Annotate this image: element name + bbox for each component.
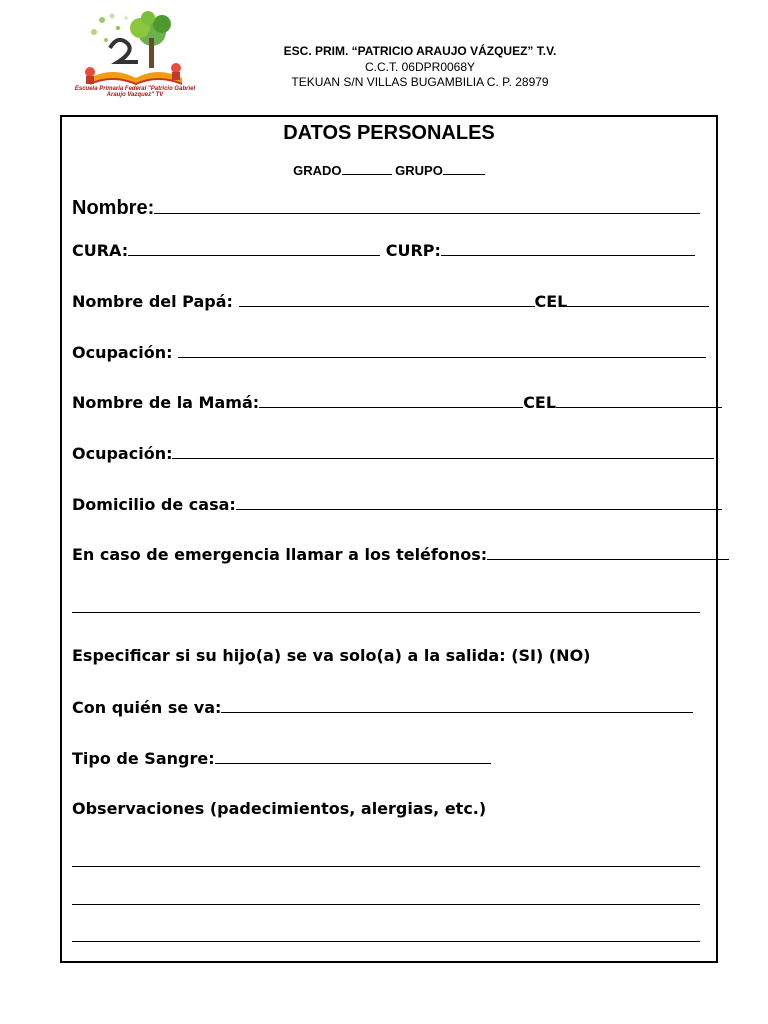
- ocupacion1-label: Ocupación:: [72, 343, 173, 362]
- school-name: ESC. PRIM. “PATRICIO ARAUJO VÁZQUEZ” T.V.: [283, 44, 557, 58]
- mama-field[interactable]: [259, 392, 523, 408]
- mama-cel-label: CEL: [523, 393, 557, 412]
- emergencia-field-2[interactable]: [72, 612, 700, 613]
- domicilio-field[interactable]: [236, 494, 722, 510]
- grupo-field[interactable]: [443, 162, 485, 175]
- papa-cel-label: CEL: [534, 292, 568, 311]
- nombre-label: Nombre:: [72, 197, 155, 219]
- mama-row: [72, 392, 722, 414]
- form-title: DATOS PERSONALES: [283, 122, 495, 144]
- school-address: TEKUAN S/N VILLAS BUGAMBILIA C. P. 28979: [291, 75, 549, 89]
- papa-label: Nombre del Papá:: [72, 292, 233, 311]
- salida-label: Especificar si su hijo(a) se va solo(a) a la salida: (SI) (NO): [72, 646, 591, 665]
- domicilio-label: Domicilio de casa:: [72, 495, 236, 514]
- observaciones-label: Observaciones (padecimientos, alergias, etc.): [72, 799, 487, 818]
- domicilio-row: [72, 494, 722, 516]
- ocupacion2-label: Ocupación:: [72, 444, 173, 463]
- sangre-label: Tipo de Sangre:: [72, 749, 215, 768]
- emergencia-label: En caso de emergencia llamar a los teléfonos:: [72, 545, 488, 564]
- curp-field[interactable]: [441, 240, 695, 256]
- sangre-row: [72, 748, 491, 770]
- emergencia-field[interactable]: [487, 544, 729, 560]
- nombre-row: [72, 196, 700, 218]
- emergencia-row: [72, 544, 729, 566]
- papa-cel-field[interactable]: [567, 291, 709, 307]
- observaciones-line-2[interactable]: [72, 904, 700, 905]
- mama-cel-field[interactable]: [556, 392, 722, 408]
- school-cct: C.C.T. 06DPR0068Y: [364, 60, 476, 74]
- observaciones-row: [72, 798, 486, 820]
- curp-label: CURP:: [385, 241, 441, 260]
- conquien-field[interactable]: [221, 697, 693, 713]
- logo-caption: Escuela Primaria Federal "Patricio Gabriel Araujo Vazquez" TV: [74, 86, 196, 98]
- conquien-label: Con quién se va:: [72, 698, 222, 717]
- papa-row: [72, 291, 709, 313]
- grupo-label: GRUPO: [395, 163, 443, 178]
- conquien-row: [72, 697, 693, 719]
- papa-field[interactable]: [239, 291, 535, 307]
- ocupacion2-field[interactable]: [172, 443, 714, 459]
- cura-field[interactable]: [128, 240, 380, 256]
- cura-curp-row: [72, 240, 695, 262]
- mama-label: Nombre de la Mamá:: [72, 393, 260, 412]
- ocupacion1-row: [72, 342, 706, 364]
- sangre-field[interactable]: [215, 748, 491, 764]
- nombre-field[interactable]: [154, 196, 700, 214]
- cura-label: CURA:: [72, 241, 129, 260]
- observaciones-line-1[interactable]: [72, 866, 700, 867]
- grado-label: GRADO: [293, 163, 342, 178]
- grado-field[interactable]: [342, 162, 392, 175]
- grado-grupo-row: [60, 162, 718, 178]
- salida-row: [72, 645, 590, 667]
- observaciones-line-3[interactable]: [72, 941, 700, 942]
- ocupacion1-field[interactable]: [178, 342, 706, 358]
- ocupacion2-row: [72, 443, 714, 465]
